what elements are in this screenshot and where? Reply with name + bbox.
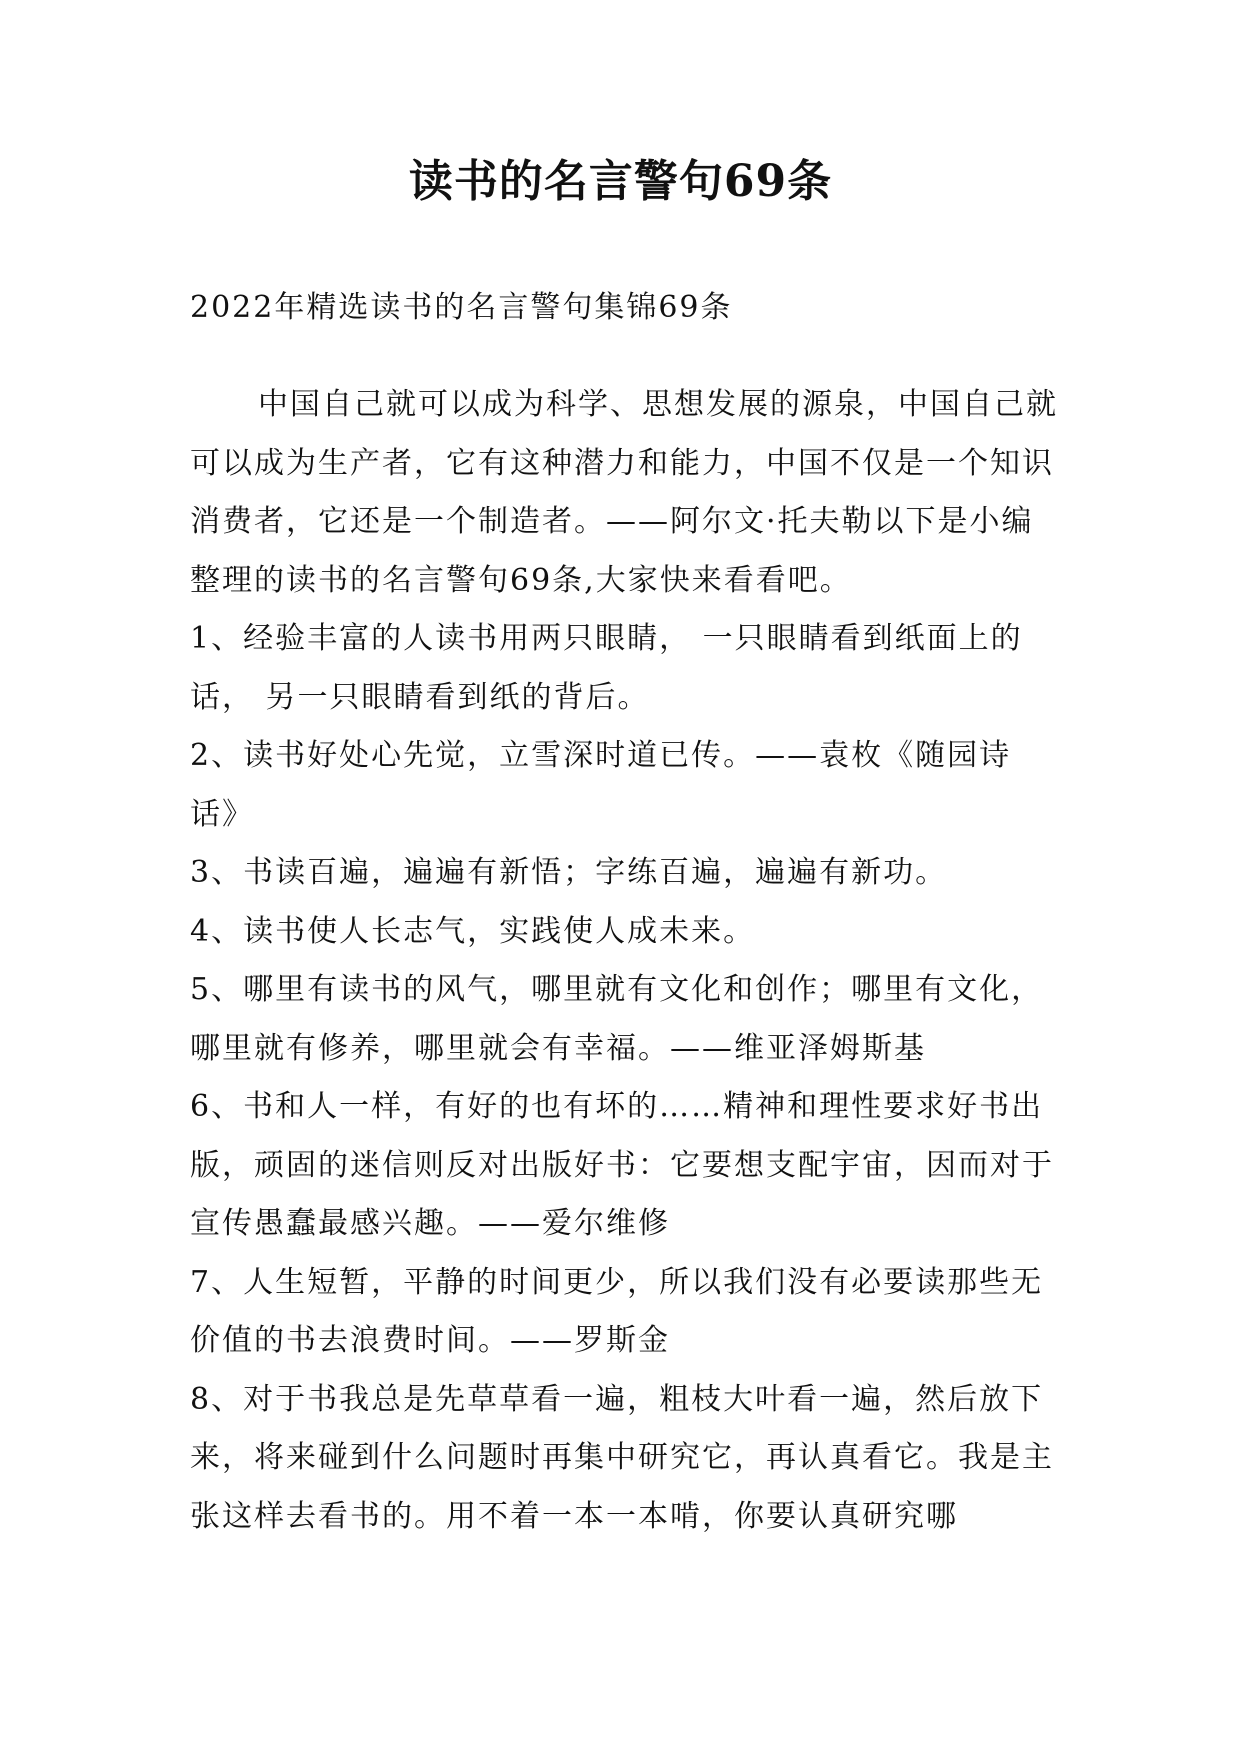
quote-item: 3、书读百遍，遍遍有新悟；字练百遍，遍遍有新功。 [190,855,948,890]
document-body [190,286,1060,1546]
body-text [190,376,1060,1546]
quote-item: 5、哪里有读书的风气，哪里就有文化和创作；哪里有文化，哪里就有修养，哪里就会有幸福。——维亚泽姆斯基 [190,972,1044,1066]
document-subtitle: 2022年精选读书的名言警句集锦69条 [190,290,733,325]
quote-item: 7、人生短暂，平静的时间更少，所以我们没有必要读那些无价值的书去浪费时间。——罗斯金 [190,1264,1044,1358]
quote-item: 4、读书使人长志气，实践使人成未来。 [190,913,756,949]
intro-paragraph: 中国自己就可以成为科学、思想发展的源泉，中国自己就可以成为生产者，它有这种潜力和能力，中国不仅是一个知识消费者，它还是一个制造者。——阿尔文·托夫勒以下是小编整理的读书的名言警句69条,大家快来看看吧。 [190,387,1058,598]
document-title: 读书的名言警句69条 [408,156,833,207]
quote-item: 2、读书好处心先觉，立雪深时道已传。——袁枚《随园诗话》 [190,738,1012,832]
quote-item: 1、经验丰富的人读书用两只眼睛， 一只眼睛看到纸面上的话， 另一只眼睛看到纸的背后。 [190,621,1023,715]
quote-item: 6、书和人一样，有好的也有坏的……精神和理性要求好书出版，顽固的迷信则反对出版好书：它要想支配宇宙，因而对于宣传愚蠢最感兴趣。——爱尔维修 [190,1089,1054,1241]
quote-item: 8、对于书我总是先草草看一遍，粗枝大叶看一遍，然后放下来，将来碰到什么问题时再集中研究它，再认真看它。我是主张这样去看书的。用不着一本一本啃，你要认真研究哪 [190,1381,1054,1534]
